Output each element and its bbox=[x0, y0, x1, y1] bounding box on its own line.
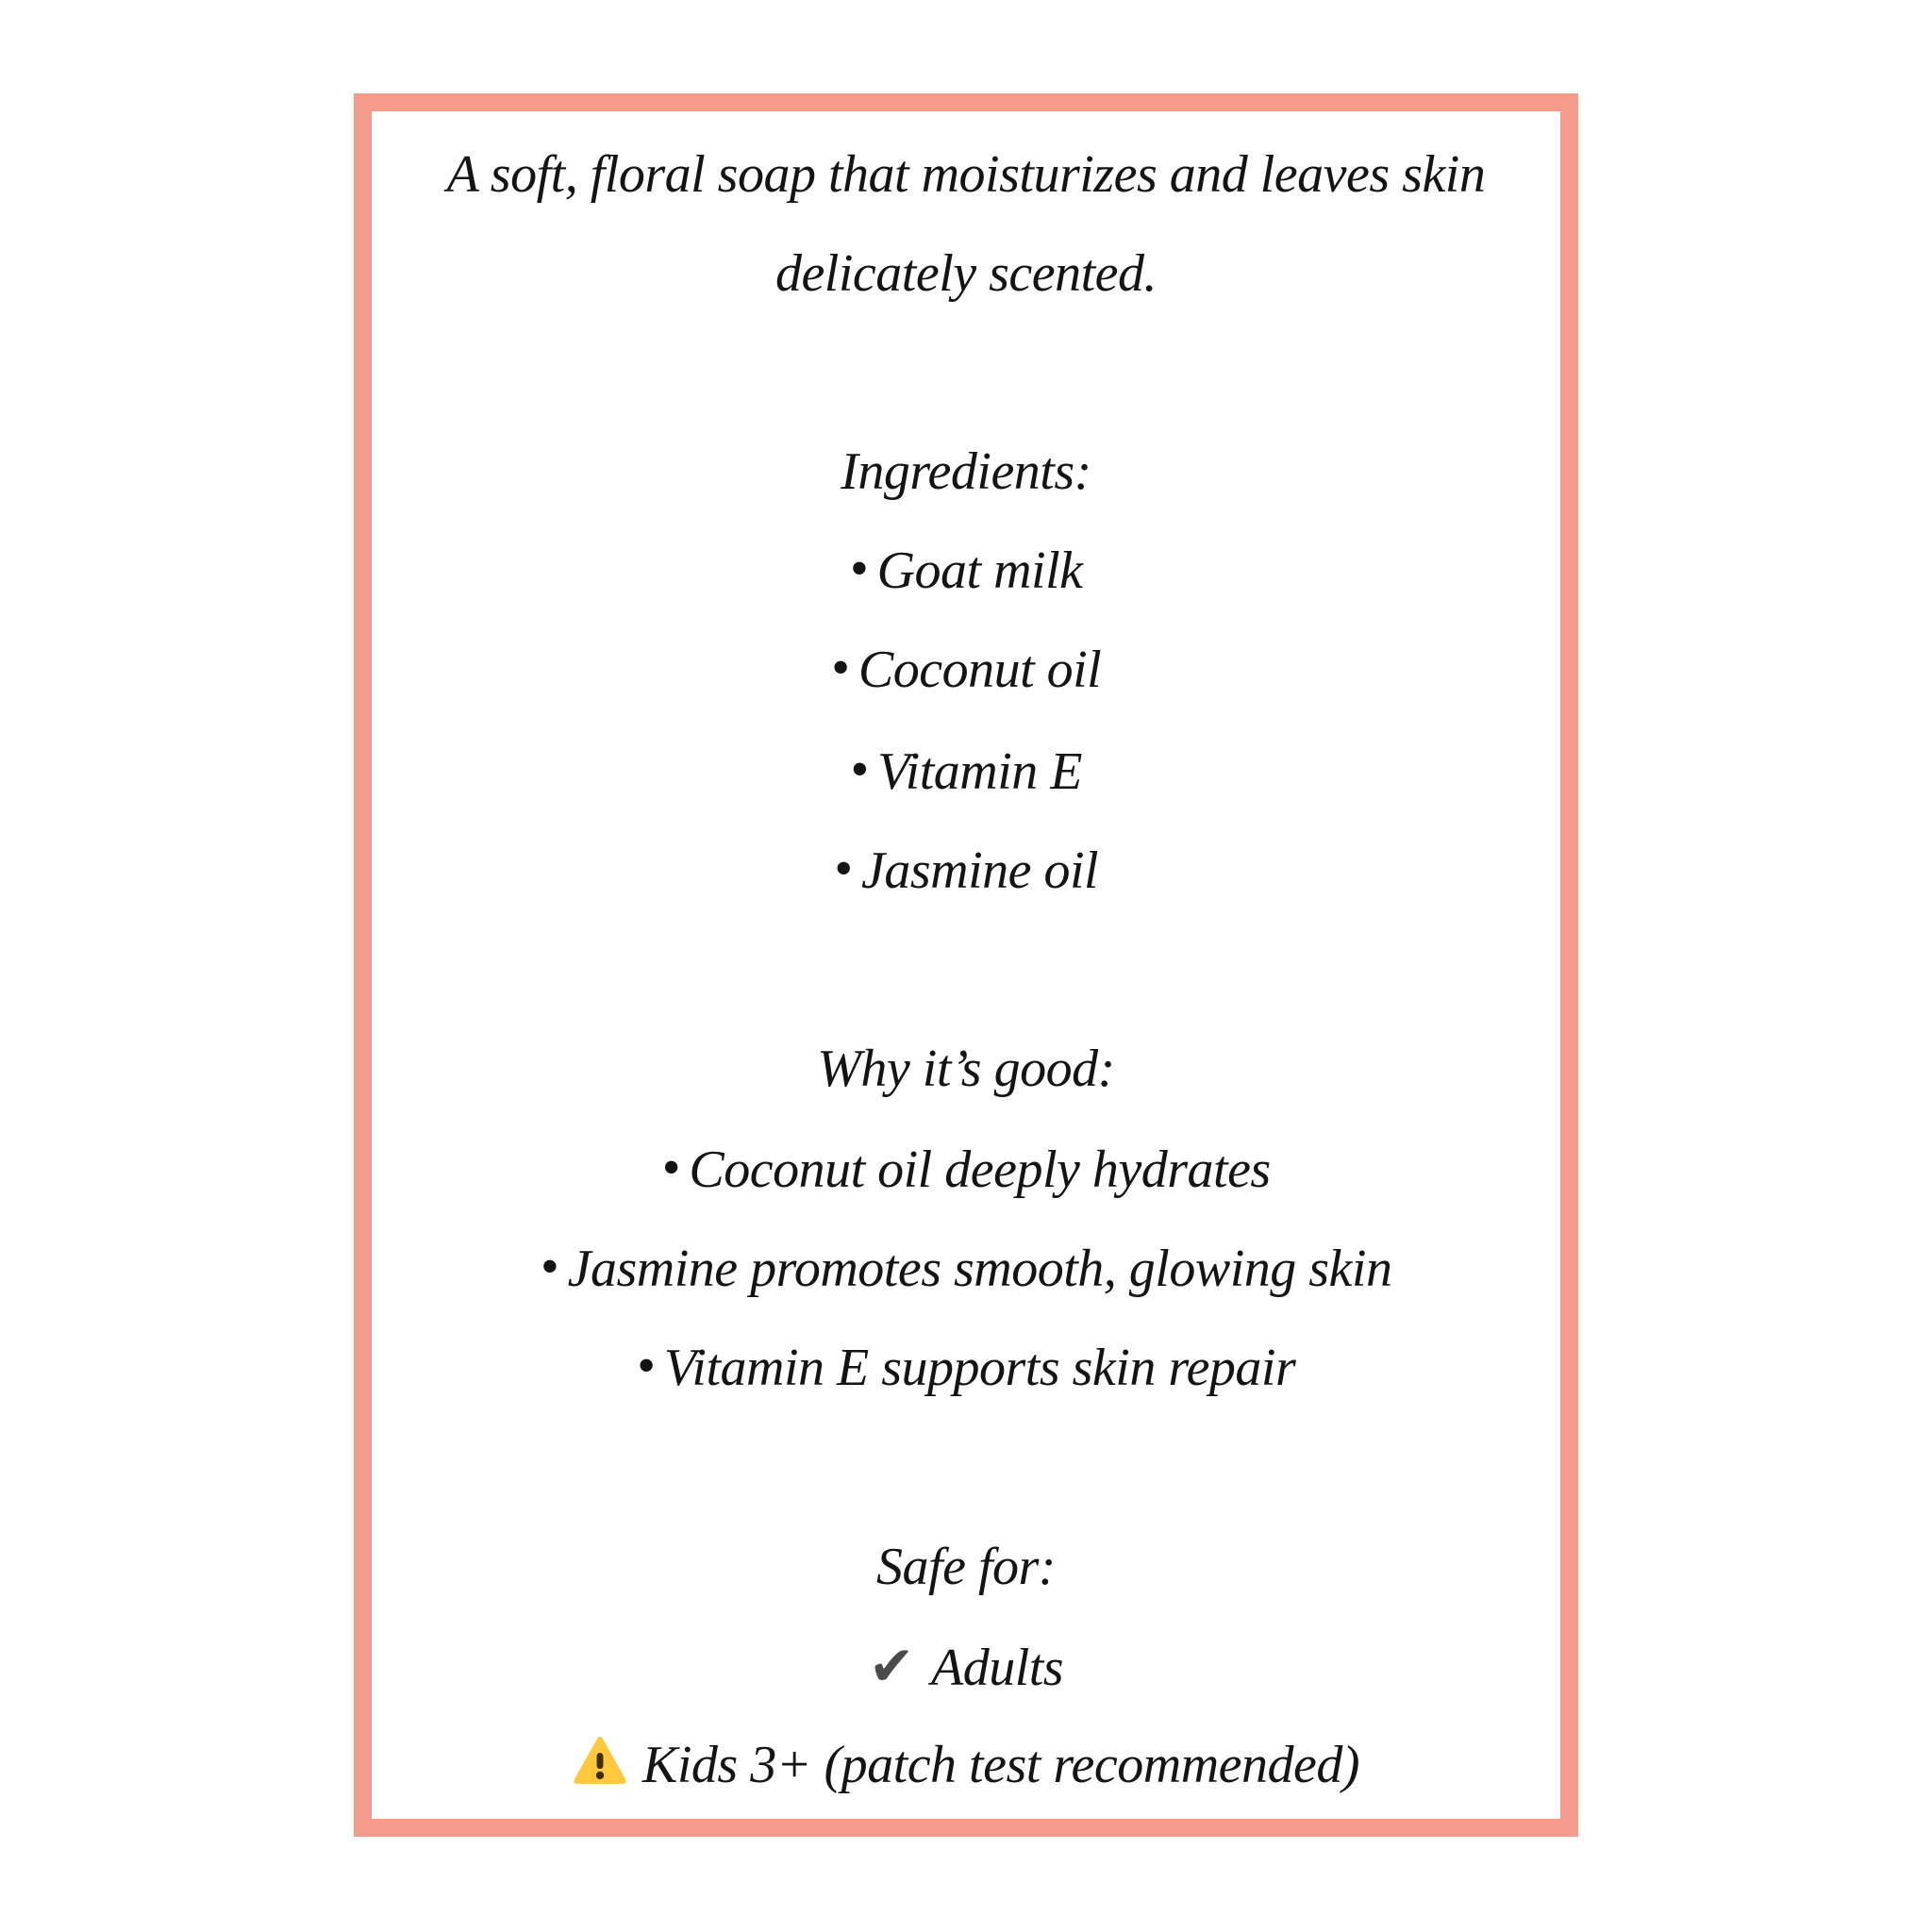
section-title-ingredients: Ingredients: bbox=[841, 442, 1091, 501]
warning-icon bbox=[573, 1734, 627, 1789]
list-item bbox=[372, 1335, 1560, 1401]
list-item-label: Jasmine promotes smooth, glowing skin bbox=[567, 1240, 1392, 1298]
list-item bbox=[372, 739, 1560, 805]
list-item-label: Jasmine oil bbox=[860, 841, 1099, 900]
list-item-label: Coconut oil bbox=[858, 641, 1102, 699]
list-item bbox=[372, 538, 1560, 604]
bullet-icon: • bbox=[636, 1337, 655, 1395]
section-title-benefits: Why it’s good: bbox=[817, 1040, 1115, 1098]
check-icon: ✔ bbox=[868, 1634, 914, 1698]
bullet-icon: • bbox=[833, 840, 852, 898]
list-item bbox=[372, 637, 1560, 703]
bullet-icon: • bbox=[661, 1139, 680, 1197]
list-item-label: Goat milk bbox=[876, 541, 1083, 600]
list-item-label: Vitamin E bbox=[877, 742, 1082, 801]
list-item-label: Kids 3+ (patch test recommended) bbox=[642, 1736, 1359, 1794]
list-item-label: Vitamin E supports skin repair bbox=[663, 1339, 1296, 1397]
list-item-label: Coconut oil deeply hydrates bbox=[689, 1141, 1271, 1199]
list-item bbox=[372, 1633, 1560, 1699]
list-item bbox=[372, 1236, 1560, 1302]
bullet-icon: • bbox=[830, 639, 849, 697]
bullet-icon: • bbox=[850, 741, 869, 799]
list-item bbox=[372, 1137, 1560, 1203]
list-item-label: Adults bbox=[930, 1639, 1064, 1697]
intro-line-2: delicately scented. bbox=[774, 244, 1158, 303]
section-title-safe-for: Safe for: bbox=[876, 1538, 1056, 1596]
product-info-card bbox=[354, 93, 1578, 1837]
list-item bbox=[372, 838, 1560, 904]
bullet-icon: • bbox=[540, 1238, 558, 1296]
list-item bbox=[372, 1732, 1560, 1798]
bullet-icon: • bbox=[849, 540, 868, 598]
intro-line-1: A soft, floral soap that moisturizes and leaves skin bbox=[446, 145, 1486, 204]
